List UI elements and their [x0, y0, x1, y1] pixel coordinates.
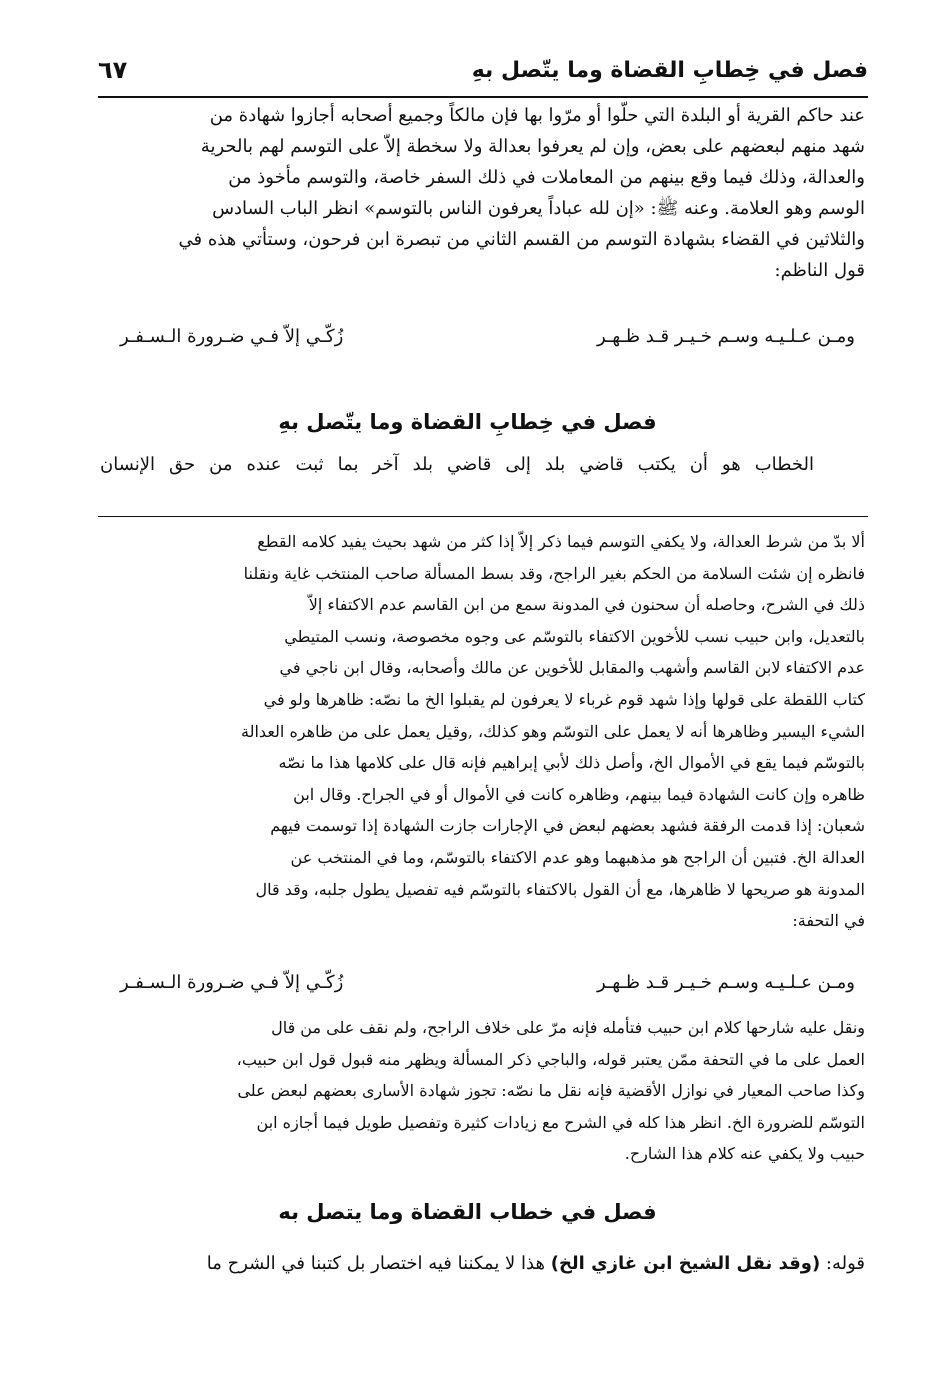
footnote-line: في التحفة: [792, 911, 865, 931]
running-title: فصل في خِطابِ القضاة وما يتّصل بهِ [471, 58, 868, 83]
footnote-continuation [100, 1012, 865, 1170]
main-line: والثلاثين في القضاء بشهادة التوسم من القسم الثاني من تبصرة ابن فرحون، وستأتي هذه في [178, 229, 865, 250]
qawl-prefix: قوله: [820, 1253, 865, 1274]
footnote-section-heading: فصل في خطاب القضاة وما يتصل به [278, 1200, 657, 1224]
page-header [98, 54, 868, 98]
main-line: الوسم وهو العلامة. وعنه ﷺ: «إن لله عباداً يعرفون الناس بالتوسم» انظر الباب السادس [212, 198, 865, 219]
verse-first-hemistich: ومـن عـلـيـه وسـم خـيـر قـد ظـهـر [596, 326, 855, 347]
main-line: قول الناظم: [774, 260, 865, 281]
definition-line: الخطاب هو أن يكتب قاضي بلد إلى قاضي بلد آخر بما ثبت عنده من حق الإنسان [100, 454, 814, 475]
main-line: والعدالة، وذلك فيما وقع بينهم من المعاملات في ذلك السفر خاصة، والتوسم مأخوذ من [228, 167, 865, 188]
footnote-line: العمل على ما في التحفة ممّن يعتبر قوله، والباجي ذكر المسألة ويظهر منه قبول قول ابن حبيب، [236, 1049, 865, 1069]
footnote-line: ظاهره وإن كانت الشهادة فيما بينهم، وظاهره كانت في الأموال أو في الجراح. وقال ابن [293, 784, 865, 804]
section-heading: فصل في خِطابِ القضاة وما يتّصل بهِ [278, 410, 657, 434]
footnote-verse [120, 972, 855, 993]
footnote-text [100, 526, 865, 937]
footnote-line: ألا بدّ من شرط العدالة، ولا يكفي التوسم فيما ذكر إلاّ إذا كثر من شهد بحيث يفيد كلامه القطع [257, 532, 865, 551]
main-line: شهد منهم لبعضهم على بعض، وإن لم يعرفوا بعدالة ولا سخطة إلاّ على التوسم لهم بالحرية [200, 136, 865, 157]
footnote-line: ذلك في الشرح، وحاصله أن سحنون في المدونة سمع من ابن القاسم عدم الاكتفاء إلاّ [308, 595, 865, 615]
footnote-line: حبيب ولا يكفي عنه كلام هذا الشارح. [624, 1144, 865, 1164]
footnote-line: شعبان: إذا قدمت الرفقة فشهد بعضهم لبعض في الإجارات جازت الشهادة إذا توسمت فيهم [270, 816, 865, 836]
footnote-line: وكذا صاحب المعيار في نوازل الأقضية فإنه نقل ما نصّه: تجوز شهادة الأسارى بعضهم لبعض على [237, 1081, 865, 1101]
footnote-rule [98, 516, 868, 517]
verse-first-hemistich: ومـن عـلـيـه وسـم خـيـر قـد ظـهـر [596, 972, 855, 993]
main-line: عند حاكم القرية أو البلدة التي حلّوا أو مرّوا بها فإن مالكاً وجميع أصحابه أجازوا شهادة من [209, 105, 865, 126]
quoted-phrase: (وقد نقل الشيخ ابن غازي الخ) [550, 1253, 821, 1274]
footnote-line: الشيء اليسير وظاهرها أنه لا يعمل على التوسّم وهو كذلك، ,وقيل يعمل على من ظاهره العدالة [241, 721, 865, 741]
footnote-line: كتاب اللقطة على قولها وإذا شهد قوم غرباء لا يعرفون لم يقبلوا الخ ما نصّه: ظاهرها ولو في [263, 689, 865, 709]
footnote-line: بالتعديل، وابن حبيب نسب للأخوين الاكتفاء بالتوسّم عى وجوه مخصوصة، ونسب المتيطي [284, 626, 865, 646]
footnote-line: ونقل عليه شارحها كلام ابن حبيب فتأمله فإنه مرّ على خلاف الراجح، ولم نقف على من قال [271, 1018, 865, 1037]
footnote-line: بالتوسّم فيما يقع في الأموال الخ، وأصل ذلك لأبي إبراهيم فإنه قال على كلامها هذا ما نصّه [278, 753, 865, 773]
footnote-line: المدونة هو صريحها لا ظاهرها، مع أن القول بالاكتفاء بالتوسّم فيه تفصيل يطول جلبه، وقد قال [255, 879, 865, 899]
footnote-line: عدم الاكتفاء لابن القاسم وأشهب والمقابل للأخوين عن مالك وأصحابه، وقال ابن ناجي في [279, 658, 865, 678]
main-text [100, 100, 865, 286]
footnote-line: التوسّم للضرورة الخ. انظر هذا كله في الشرح مع زيادات كثيرة وتفصيل طويل فيما أجازه ابن [256, 1112, 865, 1132]
verse-second-hemistich: زُكّـي إلاّ فـي ضـرورة الـسـفـر [120, 326, 344, 347]
main-verse [120, 326, 855, 347]
footnote-line: فانظره إن شئت السلامة من الحكم بغير الراجح، وقد بسط المسألة صاحب المنتخب غاية ونقلنا [243, 563, 865, 583]
qawl-rest: هذا لا يمكننا فيه اختصار بل كتبنا في الشرح ما [206, 1253, 551, 1274]
header-rule [98, 96, 868, 98]
footnote-line: العدالة الخ. فتبين أن الراجح هو مذهبهما وهو عدم الاكتفاء بالتوسّم، وما في المنتخب عن [290, 847, 865, 867]
footnote-last-line [100, 1248, 865, 1279]
page-number: ٦٧ [98, 56, 128, 84]
verse-second-hemistich: زُكّـي إلاّ فـي ضـرورة الـسـفـر [120, 972, 344, 993]
